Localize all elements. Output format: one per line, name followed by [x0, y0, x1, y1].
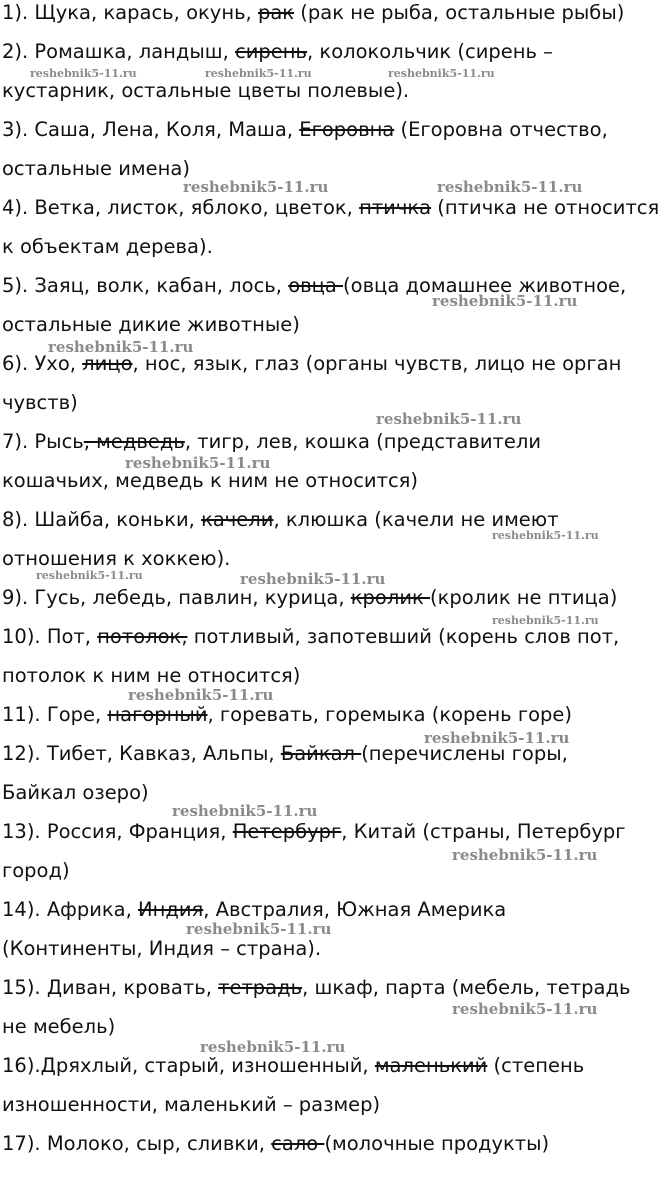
struck-word: потолок,: [97, 625, 188, 648]
item-5-line-2: остальные дикие животные): [2, 313, 300, 336]
item-13-line-1: 13). Россия, Франция, Петербург, Китай (страны, Петербург: [2, 820, 626, 843]
watermark: reshebnik5-11.ru: [172, 802, 318, 820]
watermark: reshebnik5-11.ru: [376, 410, 522, 428]
item-14-line-2: (Континенты, Индия – страна).: [2, 937, 322, 960]
watermark: reshebnik5-11.ru: [452, 846, 598, 864]
item-7-line-1: 7). Рысь, медведь, тигр, лев, кошка (представители: [2, 430, 542, 453]
struck-word: маленький: [374, 1054, 488, 1077]
watermark: reshebnik5-11.ru: [424, 729, 570, 747]
struck-word: Байкал: [280, 742, 362, 765]
struck-word: птичка: [359, 196, 432, 219]
watermark: reshebnik5-11.ru: [452, 1000, 598, 1018]
struck-word: качели: [201, 508, 274, 531]
item-10-line-1: 10). Пот, потолок, потливый, запотевший (корень слов пот,: [2, 625, 620, 648]
item-4-line-1: 4). Ветка, листок, яблоко, цветок, птичка (птичка не относится: [2, 196, 659, 219]
item-14-line-1: 14). Африка, Индия, Австралия, Южная Америка: [2, 898, 507, 921]
item-13-line-2: город): [2, 859, 70, 882]
item-3-line-2: остальные имена): [2, 157, 190, 180]
watermark: reshebnik5-11.ru: [240, 570, 386, 588]
item-4-line-2: к объектам дерева).: [2, 235, 213, 258]
item-2-line-1: [2, 39, 635, 65]
watermark: reshebnik5-11.ru: [186, 920, 332, 938]
item-12-line-2: Байкал озеро): [2, 781, 149, 804]
item-3-line-1: 3). Саша, Лена, Коля, Маша, Егоровна (Егоровна отчество,: [2, 118, 608, 141]
item-17-line-1: 17). Молоко, сыр, сливки, сало (молочные продукты): [2, 1132, 550, 1155]
struck-word: нагорный: [107, 703, 208, 726]
watermark: reshebnik5-11.ru: [30, 67, 137, 80]
watermark: reshebnik5-11.ru: [388, 67, 495, 80]
item-explanation: (рак не рыба, остальные рыбы): [294, 1, 625, 24]
item-2-line-2: кустарник, остальные цветы полевые).: [2, 79, 410, 102]
struck-word: рак: [257, 1, 295, 24]
watermark: reshebnik5-11.ru: [437, 178, 583, 196]
item-16-line-2: изношенности, маленький – размер): [2, 1093, 381, 1116]
item-15-line-1: 15). Диван, кровать, тетрадь, шкаф, парта (мебель, тетрадь: [2, 976, 631, 999]
struck-word: Индия: [138, 898, 204, 921]
item-16-line-1: 16).Дряхлый, старый, изношенный, маленький (степень: [2, 1054, 585, 1077]
watermark: reshebnik5-11.ru: [48, 338, 194, 356]
struck-word: овца: [288, 274, 344, 297]
item-12-line-1: 12). Тибет, Кавказ, Альпы, Байкал (перечислены горы,: [2, 742, 568, 765]
watermark: reshebnik5-11.ru: [183, 178, 329, 196]
item-6-line-1: 6). Ухо, лицо, нос, язык, глаз (органы чувств, лицо не орган: [2, 352, 622, 375]
struck-word: лицо: [82, 352, 133, 375]
watermark: reshebnik5-11.ru: [128, 686, 274, 704]
item-5-line-1: 5). Заяц, волк, кабан, лось, овца (овца домашнее животное,: [2, 274, 627, 297]
item-8-line-1: 8). Шайба, коньки, качели, клюшка (качели не имеют: [2, 508, 559, 531]
watermark: reshebnik5-11.ru: [200, 1038, 346, 1056]
item-text: 1). Щука, карась, окунь,: [2, 1, 258, 24]
struck-word: Егоровна: [299, 118, 395, 141]
struck-word: тетрадь: [218, 976, 303, 999]
watermark: reshebnik5-11.ru: [205, 67, 312, 80]
item-8-line-2: отношения к хоккею).: [2, 547, 231, 570]
struck-word: , медведь: [83, 430, 185, 453]
item-1-line-1: [2, 0, 635, 26]
watermark: reshebnik5-11.ru: [36, 569, 143, 582]
item-10-line-2: потолок к ним не относится): [2, 664, 301, 687]
item-6-line-2: чувств): [2, 391, 78, 414]
struck-word: Петербург: [232, 820, 342, 843]
watermark: reshebnik5-11.ru: [492, 529, 599, 542]
item-7-line-2: кошачьих, медведь к ним не относится): [2, 469, 419, 492]
watermark: reshebnik5-11.ru: [125, 454, 271, 472]
struck-word: кролик: [350, 586, 430, 609]
item-text: 2). Ромашка, ландыш, сирень, колокольчик (сирень –: [2, 40, 553, 63]
item-15-line-2: не мебель): [2, 1015, 116, 1038]
watermark: reshebnik5-11.ru: [432, 292, 578, 310]
watermark: reshebnik5-11.ru: [492, 614, 599, 627]
item-9-line-1: 9). Гусь, лебедь, павлин, курица, кролик (кролик не птица): [2, 586, 618, 609]
item-11-line-1: 11). Горе, нагорный, горевать, горемыка (корень горе): [2, 703, 573, 726]
struck-word: сирень: [235, 40, 308, 63]
struck-word: сало: [271, 1132, 325, 1155]
